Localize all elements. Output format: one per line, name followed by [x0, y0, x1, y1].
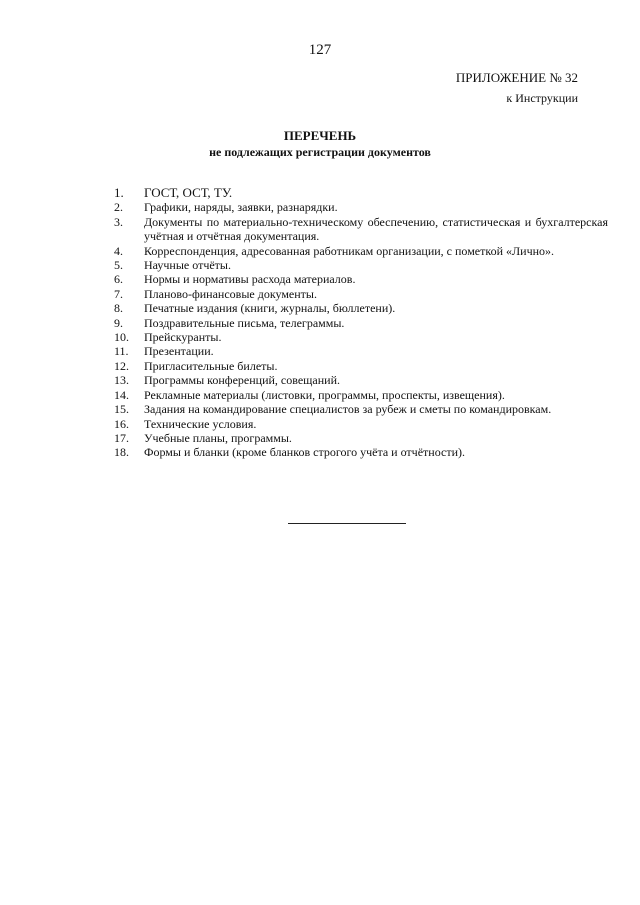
list-item: [114, 330, 608, 344]
heading-subtitle: не подлежащих регистрации документов: [209, 145, 431, 159]
list-item-text: Учебные планы, программы.: [144, 430, 292, 445]
list-item-number: 18.: [114, 445, 129, 460]
list-item-text: Технические условия.: [144, 416, 257, 431]
appendix-title: ПРИЛОЖЕНИЕ № 32: [455, 70, 578, 85]
list-item-text: Планово-финансовые документы.: [144, 286, 317, 301]
document-list: [114, 186, 608, 460]
list-item: [114, 373, 608, 387]
list-item-number: 1.: [114, 185, 124, 200]
list-item: [114, 359, 608, 373]
list-item: [114, 200, 608, 214]
list-item-text: Научные отчёты.: [144, 258, 231, 273]
list-item-text: Графики, наряды, заявки, разнарядки.: [144, 200, 338, 215]
list-item-number: 16.: [114, 416, 129, 431]
list-item-text: Задания на командирование специалистов за рубеж и сметы по командировкам.: [144, 402, 552, 417]
page-number: 127: [308, 42, 332, 58]
list-item-number: 17.: [114, 430, 129, 445]
list-item: [114, 402, 608, 416]
list-item: [114, 244, 608, 258]
list-item-text: Нормы и нормативы расхода материалов.: [144, 272, 356, 287]
list-item: [114, 388, 608, 402]
list-item: [114, 344, 608, 358]
list-item-number: 5.: [114, 258, 123, 273]
list-item-text: Формы и бланки (кроме бланков строгого учёта и отчётности).: [144, 445, 465, 460]
list-item-text: Пригласительные билеты.: [144, 358, 278, 373]
heading-title: ПЕРЕЧЕНЬ: [283, 128, 357, 143]
list-item-text: Поздравительные письма, телеграммы.: [144, 315, 345, 330]
list-item: [114, 445, 608, 459]
list-item-number: 7.: [114, 286, 123, 301]
list-item: [114, 186, 608, 200]
list-item-number: 8.: [114, 301, 123, 316]
list-item: [114, 431, 608, 445]
list-item: [114, 301, 608, 315]
list-item-number: 6.: [114, 272, 123, 287]
list-item-text: Рекламные материалы (листовки, программы, проспекты, извещения).: [144, 387, 505, 402]
list-item: [114, 417, 608, 431]
list-item-text: Корреспонденция, адресованная работникам организации, с пометкой «Лично».: [144, 243, 555, 258]
list-item-text: Программы конференций, совещаний.: [144, 373, 341, 388]
list-item-number: 10.: [114, 330, 129, 345]
list-item: [114, 215, 608, 244]
list-item: [114, 258, 608, 272]
list-item-number: 3.: [114, 214, 123, 229]
list-item-number: 2.: [114, 200, 123, 215]
list-item-text: Документы по материально-техническому обеспечению, статистическая и бухгалтерская учётная и отчётная документация.: [144, 214, 608, 244]
list-item-text: Презентации.: [144, 344, 214, 359]
list-item-text: ГОСТ, ОСТ, ТУ.: [144, 185, 233, 200]
list-item-text: Печатные издания (книги, журналы, бюллетени).: [144, 301, 396, 316]
appendix-header: [456, 67, 578, 109]
list-item-text: Прейскуранты.: [144, 330, 222, 345]
list-item: [114, 316, 608, 330]
appendix-subtitle: к Инструкции: [506, 91, 578, 105]
list-item-number: 15.: [114, 402, 129, 417]
list-item-number: 12.: [114, 358, 129, 373]
list-item-number: 9.: [114, 315, 123, 330]
list-item-number: 11.: [114, 344, 129, 359]
list-item-number: 14.: [114, 387, 129, 402]
list-item: [114, 272, 608, 286]
closing-divider: [288, 523, 406, 524]
document-heading: [0, 127, 640, 160]
list-item-number: 4.: [114, 243, 123, 258]
list-item: [114, 287, 608, 301]
list-item-number: 13.: [114, 373, 129, 388]
